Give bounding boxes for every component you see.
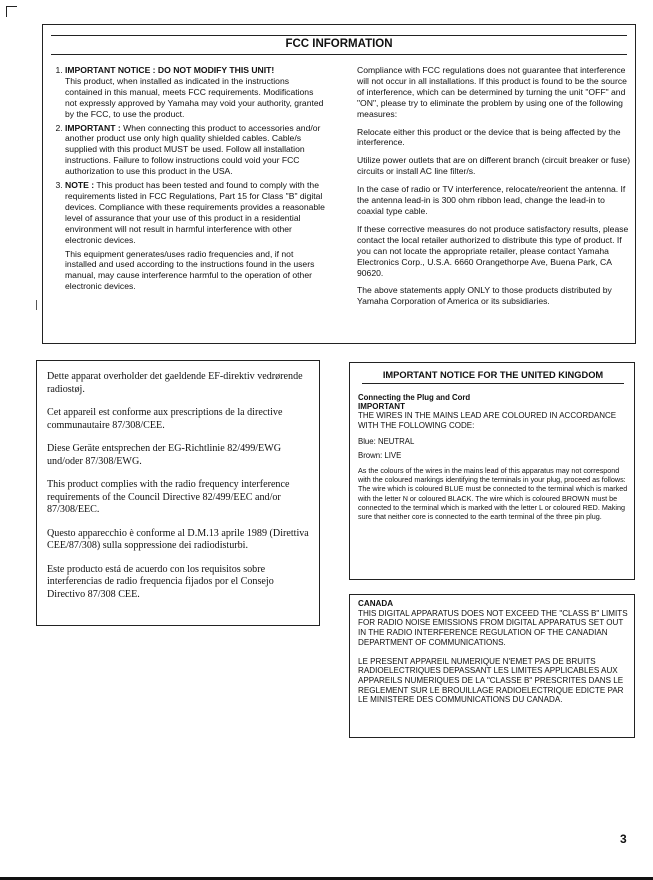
notice-text: This product has been tested and found to comply with the requirements listed in FCC Regulations, Part 15 for Class "B" digital devices. Compliance with these requirements provides a reasonable level of assurance that your use of this product in a residential environment will not result in harmful interference with other electronic devices. [65, 180, 325, 245]
fcc-title: FCC INFORMATION [51, 35, 627, 55]
fcc-paragraph: Relocate either this product or the device that is being affected by the interference. [357, 126, 621, 148]
notice-lead: 1. IMPORTANT NOTICE : DO NOT MODIFY THIS UNIT! [65, 65, 275, 75]
notice-lead: NOTE : [65, 180, 95, 191]
fcc-note-extra: This equipment generates/uses radio frequencies and, if not installed and used according to the instructions found in the users manual, may cause interference harmful to the operation of other electronic devices. [65, 248, 315, 292]
fcc-paragraph: If these corrective measures do not produce satisfactory results, please contact the local retailer authorized to distribute this type of product. If you can not locate the appropriate retailer, please contact Yamaha Electronics Corp., U.S.A. 6660 Orangethorpe Ave, Buena Park, CA 90620. [357, 223, 629, 278]
canada-notice-box [349, 594, 635, 738]
eu-paragraph-italian: Questo apparecchio è conforme al D.M.13 aprile 1989 (Direttiva CEE/87/308) sulla soppressione dei radiodisturbi. [47, 527, 309, 551]
fcc-paragraph: In the case of radio or TV interference, relocate/reorient the antenna. If the antenna lead-in is 300 ohm ribbon lead, change the lead-in to coaxial type cable. [357, 184, 626, 216]
notice-text: When connecting this product to accessories and/or another product use only high quality shielded cables. Cable/s supplied with this product MUST be used. Follow all installation instructions. Failure to follow instructions could void your FCC authorization to use this product in the USA. [65, 122, 321, 177]
eu-paragraph-french: Cet appareil est conforme aux prescriptions de la directive communautaire 87/308/CEE. [47, 407, 283, 431]
fcc-left-column [51, 65, 326, 292]
uk-title: IMPORTANT NOTICE FOR THE UNITED KINGDOM [362, 369, 624, 384]
eu-paragraph-spanish: Este producto está de acuerdo con los requisitos sobre interferencias de radio frequencia fijados por el Consejo Directivo 87/308 CEE. [47, 563, 274, 600]
eu-paragraph-english: This product complies with the radio frequency interference requirements of the Council Directive 82/499/EEC and/or 87/308/EEC. [47, 479, 290, 515]
uk-brown-wire: Brown: LIVE [358, 451, 402, 461]
uk-notice-box [349, 362, 635, 580]
fcc-notice-1 [65, 65, 326, 120]
canada-english-text: THIS DIGITAL APPARATUS DOES NOT EXCEED THE "CLASS B" LIMITS FOR RADIO NOISE EMISSIONS FROM DIGITAL APPARATUS SET OUT IN THE RADIO INTERFERENCE REGULATION OF THE CANADIAN DEPARTMENT OF COMMUNICATIONS. [358, 608, 628, 647]
eu-paragraph-danish: Dette apparat overholder det gaeldende EF-direktiv vedrørende radiostøj. [47, 371, 303, 395]
eu-directive-box [36, 360, 320, 626]
eu-paragraph-german: Diese Geräte entsprechen der EG-Richtlinie 82/499/EWG und/oder 87/308/EWG. [47, 443, 282, 467]
margin-mark [36, 300, 37, 310]
crop-mark [6, 6, 17, 17]
uk-caps-text: THE WIRES IN THE MAINS LEAD ARE COLOURED IN ACCORDANCE WITH THE FOLLOWING CODE: [358, 411, 617, 430]
fcc-notice-3 [65, 180, 326, 245]
uk-subheading: Connecting the Plug and Cord [358, 393, 471, 402]
canada-french-text: LE PRESENT APPAREIL NUMERIQUE N'EMET PAS DE BRUITS RADIOELECTRIQUES DEPASSANT LES LIMITES APPLICABLES AUX APPAREILS NUMERIQUES DE LA "CLASSE B" PRESCRITES DANS LE REGLEMENT SUR LE BROUILLAGE RADIOELECTRIQUE EDICTE PAR LE MINISTERE DES COMMUNICATIONS DU CANADA. [358, 656, 624, 705]
fcc-right-column [357, 65, 631, 314]
page-number: 3 [620, 832, 627, 846]
fcc-paragraph: Compliance with FCC regulations does not guarantee that interference will not occur in all installations. If this product is found to be the source of interference, which can be determined by turning the unit "OFF" and "ON", please try to eliminate the problem by using one of the following measures: [357, 65, 627, 119]
fcc-notice-list [51, 65, 326, 246]
fcc-information-box [42, 24, 636, 344]
uk-important-label: IMPORTANT [358, 402, 405, 412]
notice-lead: IMPORTANT : [65, 122, 121, 133]
uk-body-text: As the colours of the wires in the mains lead of this apparatus may not correspond with the coloured markings identifying the terminals in your plug, proceed as follows: The wire which is coloured BLUE must be connected to the terminal which is marked with the letter N or coloured BLACK. The wire which is coloured BROWN must be connected to the terminal which is marked with the letter L or coloured RED. Making sure that neither core is connected to the earth terminal of the three pin plug. [358, 465, 628, 522]
fcc-paragraph: The above statements apply ONLY to those products distributed by Yamaha Corporation of America or its subsidiaries. [357, 285, 612, 307]
canada-heading: CANADA [358, 599, 394, 608]
fcc-paragraph: Utilize power outlets that are on different branch (circuit breaker or fuse) circuits or install AC line filter/s. [357, 155, 631, 177]
fcc-notice-2 [65, 123, 326, 178]
notice-text: This product, when installed as indicated in the instructions contained in this manual, meets FCC requirements. Modifications not expressly approved by Yamaha may void your authority, granted by the FCC, to use the product. [65, 75, 324, 119]
uk-blue-wire: Blue: NEUTRAL [358, 437, 415, 447]
